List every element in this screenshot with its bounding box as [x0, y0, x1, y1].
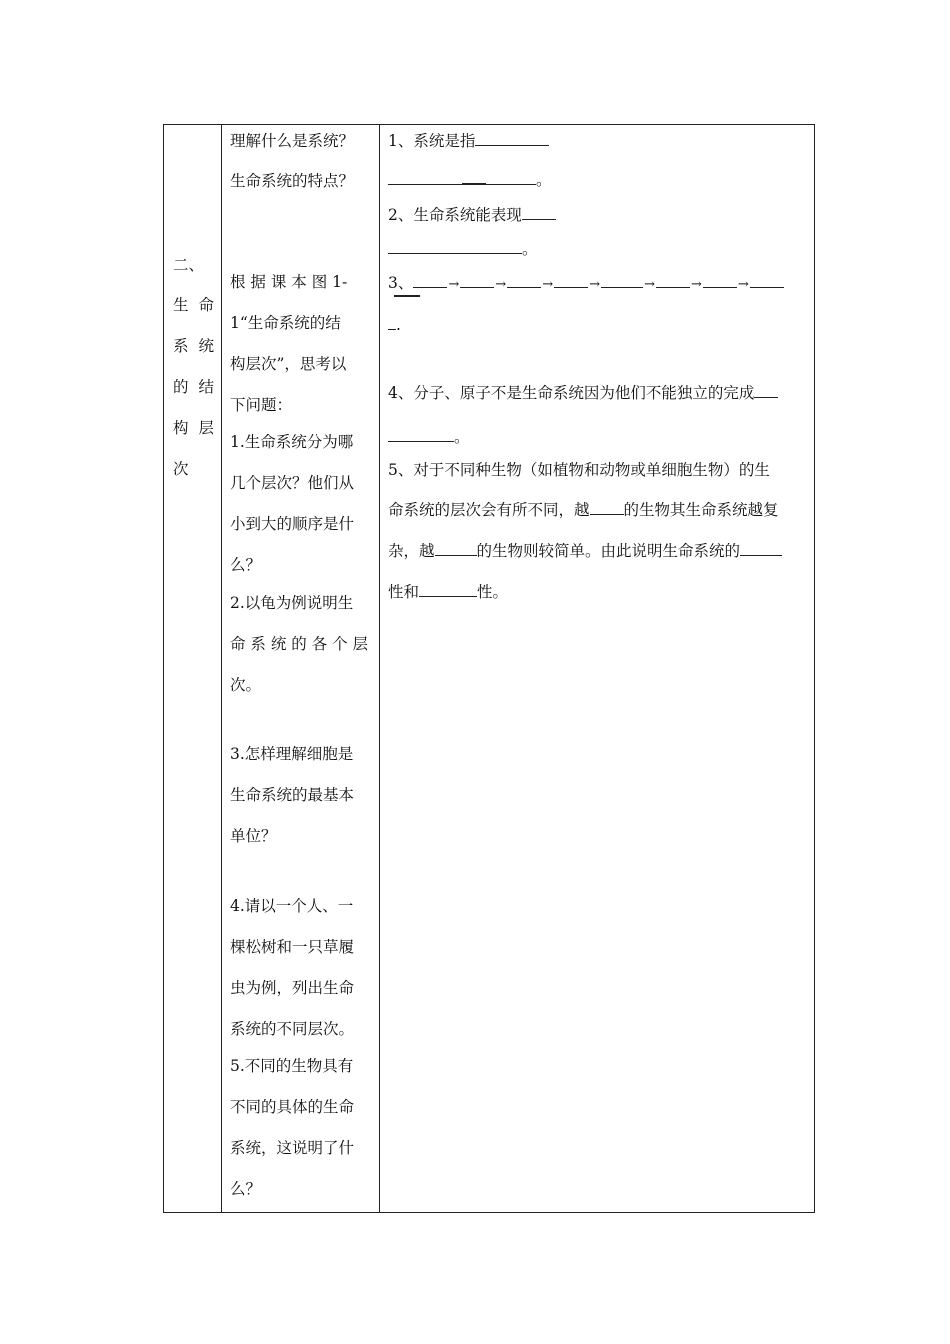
guide-line: 1“生命系统的结: [230, 314, 341, 332]
section-label-line: 的结: [173, 378, 225, 396]
guide-line: 2.以龟为例说明生: [230, 594, 354, 612]
guide-line: 系统的不同层次。: [230, 1020, 355, 1038]
q3-line: [388, 273, 784, 295]
arrow-icon: →: [448, 277, 460, 292]
q2-line-2: [388, 239, 538, 259]
q1-end: 。: [536, 171, 552, 189]
q2-text: 2、生命系统能表现: [388, 206, 522, 224]
q5-blank[interactable]: [435, 541, 477, 556]
guide-line: 生命系统的最基本: [230, 786, 355, 804]
q3-blank[interactable]: [554, 273, 588, 288]
arrow-icon: →: [690, 277, 702, 292]
q5-text: 性和: [388, 583, 420, 601]
q3-end: .: [396, 316, 401, 334]
arrow-icon: →: [589, 277, 600, 292]
guide-line: 1.生命系统分为哪: [230, 433, 354, 451]
q5-line-4: [388, 582, 508, 602]
guide-line: 下问题：: [230, 396, 293, 414]
guide-line: 理解什么是系统？: [230, 132, 355, 150]
arrow-icon: →: [644, 277, 655, 292]
q3-blank[interactable]: [703, 273, 737, 288]
q4-end: 。: [454, 428, 470, 446]
q1-blank-3[interactable]: [462, 169, 486, 185]
q4-blank[interactable]: [754, 383, 778, 398]
guide-line: 生命系统的特点？: [230, 172, 355, 190]
q1-blank-4[interactable]: [486, 170, 536, 185]
q3-text: 3、: [388, 274, 414, 292]
section-label-line: 系统: [173, 337, 225, 355]
q5-text: 的生物则较简单。由此说明生命系统的: [476, 542, 741, 560]
q5-blank[interactable]: [419, 582, 477, 597]
guide-line: 么？: [230, 556, 262, 574]
guide-line: 根 据 课 本 图 1-: [230, 273, 348, 291]
guide-line: 不同的具体的生命: [230, 1098, 355, 1116]
guide-line: 棵松树和一只草履: [230, 938, 355, 956]
guide-line: 几个层次？他们从: [230, 474, 355, 492]
q5-blank[interactable]: [740, 541, 782, 556]
q5-blank[interactable]: [590, 500, 624, 515]
guide-line: 构层次”，思考以: [230, 355, 347, 373]
q5-line-2: [388, 500, 779, 520]
q5-text: 的生物其生命系统越复: [623, 501, 779, 519]
q1-blank[interactable]: [475, 131, 549, 146]
q5-text: 杂，越: [388, 542, 435, 560]
q2-blank-2[interactable]: [388, 239, 522, 254]
arrow-icon: →: [495, 277, 507, 292]
q3-blank[interactable]: [507, 273, 541, 288]
guide-questions-cell: [221, 125, 379, 1212]
q3-blank[interactable]: [601, 273, 643, 288]
q4-line: [388, 383, 778, 403]
q5-text: 命系统的层次会有所不同，越: [388, 501, 590, 519]
guide-line: 么？: [230, 1180, 262, 1198]
arrow-icon: →: [542, 277, 554, 292]
q3-blank[interactable]: [750, 273, 784, 288]
q3-blank[interactable]: [460, 273, 494, 288]
q3-blank[interactable]: [656, 273, 690, 288]
q4-line-2: [388, 427, 470, 447]
q3-blank[interactable]: [413, 273, 447, 288]
answer-cell: [379, 125, 814, 1212]
guide-line: 4.请以一个人、一: [230, 897, 354, 915]
q1-line: [388, 131, 549, 151]
guide-line: 3.怎样理解细胞是: [230, 745, 354, 763]
section-label-line: 二、: [173, 256, 205, 274]
guide-line: 系统，这说明了什: [230, 1139, 355, 1157]
guide-line: 命 系 统 的 各 个 层: [230, 635, 369, 653]
section-label-line: 构层: [173, 419, 225, 437]
q2-end: 。: [522, 240, 538, 258]
section-label-line: 次: [173, 460, 189, 478]
q5-text: 性。: [477, 583, 509, 601]
q3-blank-end[interactable]: [388, 315, 396, 330]
q1-line-2: [388, 169, 552, 190]
q3-underline: [394, 295, 420, 297]
q5-line: 5、对于不同种生物（如植物和动物或单细胞生物）的生: [388, 461, 770, 479]
q1-blank-2[interactable]: [388, 170, 462, 185]
section-label-cell: [164, 125, 225, 1212]
q5-line-3: [388, 541, 782, 561]
guide-line: 单位？: [230, 827, 277, 845]
guide-line: 虫为例，列出生命: [230, 979, 355, 997]
q3-line-2: [388, 315, 401, 335]
q4-text: 4、分子、原子不是生命系统因为他们不能独立的完成: [388, 384, 755, 402]
guide-line: 次。: [230, 676, 262, 694]
q2-line: [388, 205, 556, 225]
section-label-line: 生命: [173, 296, 225, 314]
q4-blank-2[interactable]: [388, 427, 454, 442]
q1-text: 1、系统是指: [388, 132, 476, 150]
guide-line: 小到大的顺序是什: [230, 515, 355, 533]
worksheet-table: [163, 124, 815, 1213]
arrow-icon: →: [737, 277, 749, 292]
q2-blank[interactable]: [522, 205, 556, 220]
guide-line: 5.不同的生物具有: [230, 1057, 354, 1075]
